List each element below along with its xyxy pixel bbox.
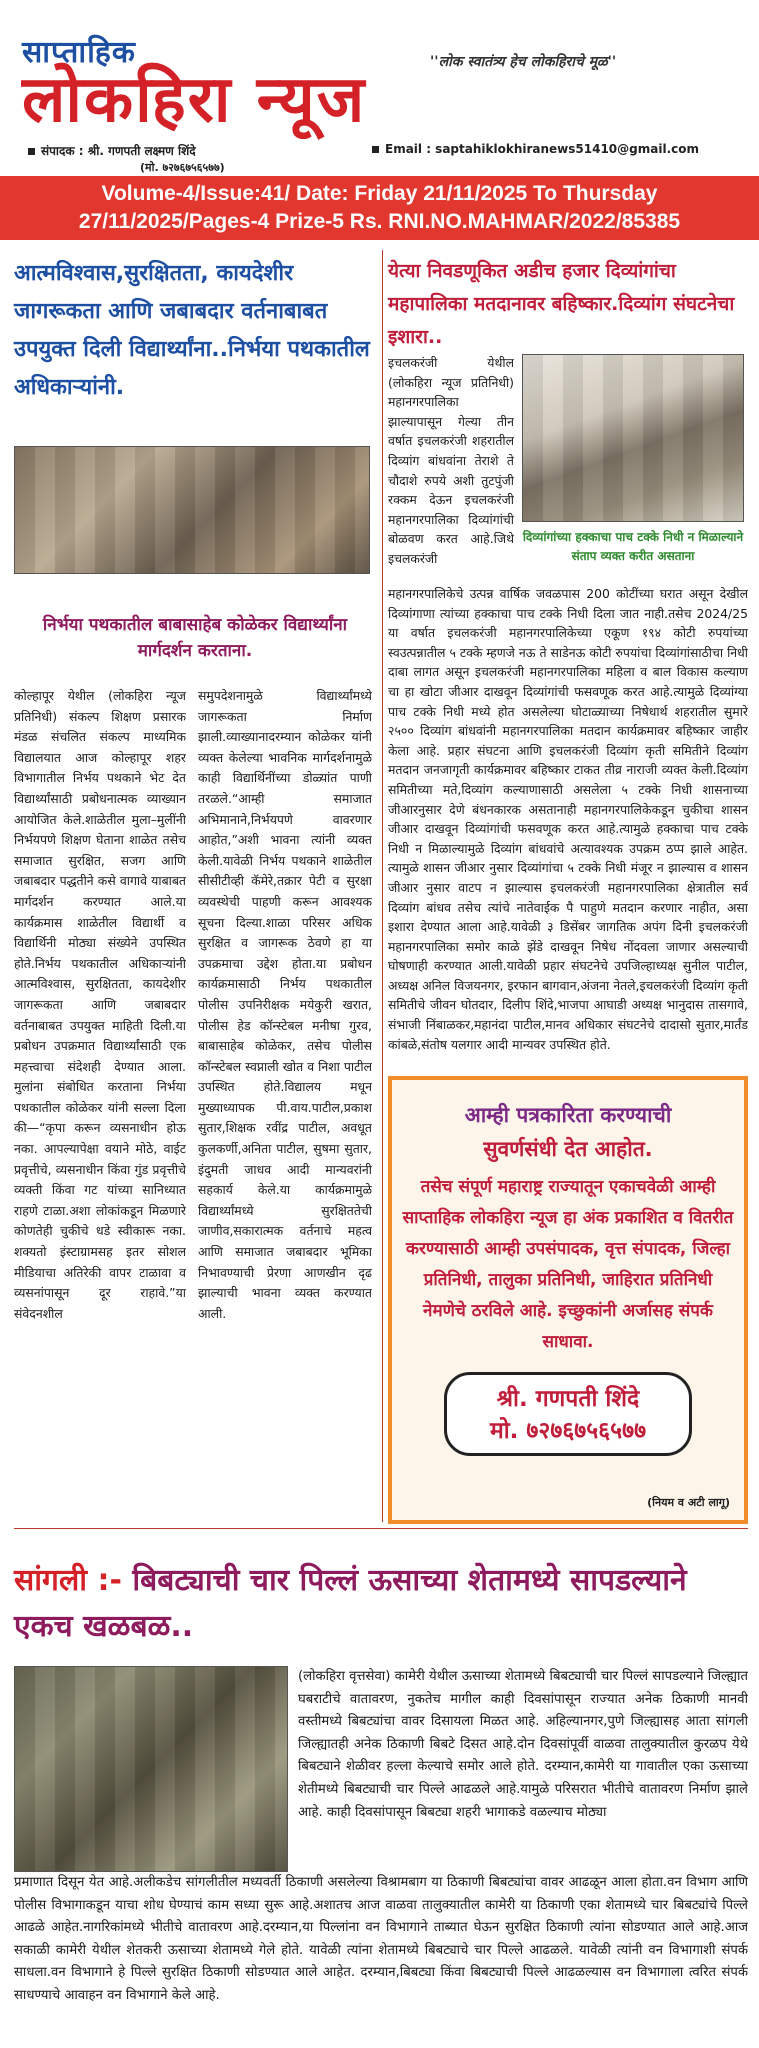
email-line <box>372 142 699 156</box>
right-article-intro: इचलकरंजी येथील (लोकहिरा न्यूज प्रतिनिधी) महानगरपालिका झाल्यापासून गेल्या तीन वर्षात इचलकरंजी शहरातील दिव्यांग बांधवांना तेराशे ते चौदाशे रुपये अशी तुटपुंजी रक्कम देऊन इचलकरंजी महानगरपालिका दिव्यांगांची बोळवण करत आहे.जिथे इचलकरंजी <box>388 355 514 566</box>
ad-contact-box <box>444 1372 692 1456</box>
bottom-article-headline <box>14 1558 748 1650</box>
right-article-photo-caption: दिव्यांगांच्या हक्काचा पाच टक्के निधी न मिळाल्याने संताप व्यक्त करीत असताना <box>522 530 744 563</box>
column-divider <box>382 250 383 1522</box>
ad-line-1: आम्ही पत्रकारिता करण्याची <box>464 1103 672 1127</box>
ad-contact-name: श्री. गणपती शिंदे <box>496 1386 640 1412</box>
recruitment-ad <box>388 1076 748 1524</box>
editor-phone: (मो. ७२७६७५६५७७) <box>140 161 225 174</box>
issue-banner-line2: 27/11/2025/Pages-4 Prize-5 Rs. RNI.NO.MAHMAR/2022/85385 <box>78 210 681 233</box>
left-article-column-2: समुपदेशनामुळे विद्यार्थ्यांमध्ये जागरूकता निर्माण झाली.व्याख्यानादरम्यान कोळेकर यांनी व्यक्त केलेल्या भावनिक मार्गदर्शनामुळे काही विद्यार्थिनींच्या डोळ्यांत पाणी तरळले.“आम्ही समाजात अभिमानाने,निर्भयपणे वावरणार आहोत,”अशी भावना त्यांनी व्यक्त केली.यावेळी निर्भय पथकाने शाळेतील सीसीटीव्ही कॅमेरे,तक्रार पेटी व सुरक्षा व्यवस्थेची पाहणी करून आवश्यक सूचना दिल्या.शाळा परिसर अधिक सुरक्षित व जागरूक ठेवणे हा या उपक्रमाचा उद्देश होता.या प्रबोधन कार्यक्रमासाठी निर्भय पथकातील पोलीस उपनिरीक्षक मयेकुरी खरात, पोलीस हेड कॉन्स्टेबल मनीषा गुरव, बाबासाहेब कोळेकर, तसेच पोलीस कॉन्स्टेबल स्वप्नाली खोत व निशा पाटील उपस्थित होते.विद्यालय मधून मुख्याध्यापक पी.वाय.पाटील,प्रकाश सुतार,शिक्षक रवींद्र पाटील, अवधूत कुलकर्णी,अनिता पाटील, सुषमा सुतार, इंदुमती जाधव आदी मान्यवरांनी सहकार्य केले.या कार्यक्रमामुळे विद्यार्थ्यांमध्ये सुरक्षिततेची जाणीव,सकारात्मक वर्तनाचे महत्व आणि समाजात जबाबदार भूमिका निभावण्याची प्रेरणा आणखीन दृढ झाल्याची भावना व्यक्त करण्यात आली. <box>198 688 372 1321</box>
bottom-article-text-full: प्रमाणात दिसून येत आहे.अलीकडेच सांगलीतील मध्यवर्ती ठिकाणी असलेल्या विश्रामबाग या ठिकाणी बिबट्यांचा वावर आढळून आला होता.वन विभाग आणि पोलीस विभागाकडून याचा शोध घेण्याचं काम सध्या सुरू आहे.अशातच आज वाळवा तालुक्यातील कामेरी या ठिकाणी एका शेतामध्ये चार बिबट्यांचे पिल्ले आढळे आहेत.नागरिकांमध्ये भीतीचे वातावरण आहे.दरम्यान,या पिल्लांना वन विभागाने ताब्यात घेऊन सुरक्षित ठिकाणी त्यांना सोडण्यात आले आहे.आज सकाळी कामेरी येथील शेतकरी ऊसाच्या शेतामध्ये गेले होते. यावेळी त्यांना शेतामध्ये बिबट्याचे चार पिल्ले आढळले. यावेळी त्यांनी वन विभागाशी संपर्क साधला.वन विभागाने हे पिल्ले सुरक्षित ठिकाणी सोडण्यात आले आहेत. दरम्यान,बिबट्या किंवा बिबट्याची पिल्ले आढळल्यास वन विभागाला त्वरित संपर्क साधण्याचे आवाहन वन विभागाने केले आहे. <box>14 1875 748 2003</box>
editor-name: संपादक : श्री. गणपती लक्ष्मण शिंदे <box>41 144 196 158</box>
bullet-icon <box>28 148 35 155</box>
email-address: Email : saptahiklokhiranews51410@gmail.com <box>385 142 699 156</box>
right-article-headline: येत्या निवडणूकित अडीच हजार दिव्यांगांचा महापालिका मतदानावर बहिष्कार.दिव्यांग संघटनेचा इशारा.. <box>388 260 735 348</box>
issue-banner-line1: Volume-4/Issue:41/ Date: Friday 21/11/2025 To Thursday <box>101 182 658 205</box>
right-article-photo <box>522 354 744 522</box>
bottom-article-text-side: (लोकहिरा वृत्तसेवा) कामेरी येथील ऊसाच्या शेतामध्ये बिबट्याची चार पिल्लं सापडल्याने जिल्ह्यात घबराटीचे वातावरण, नुकतेच मागील काही दिवसांपासून राज्यात अनेक ठिकाणी मानवी वस्तीमध्ये बिबट्यांचा वावर दिसायला मिळत आहे. अहिल्यानगर,पुणे जिल्ह्यासह आता सांगली जिल्ह्यातही अनेक ठिकाणी बिबटे दिसत आहे.दोन दिवसांपूर्वी वाळवा तालुक्यातील कुरळप येथे बिबट्याने शेळीवर हल्ला केल्याचे समोर आले होते. दरम्यान,कामेरी या गावातील एका ऊसाच्या शेतीमध्ये बिबट्याची चार पिल्ले आढळले आहे.यामुळे परिसरात भीतीचे वातावरण निर्माण झाले आहे. काही दिवसांपासून बिबट्या शहरी भागाकडे वळल्याच मोठ्या <box>298 1669 748 1820</box>
masthead-slogan: ''लोक स्वातंत्र्य हेच लोकहिराचे मूळ'' <box>430 54 617 70</box>
bottom-article-title: बिबट्याची चार पिल्लं ऊसाच्या शेतामध्ये सापडल्याने एकच खळबळ.. <box>14 1563 687 1644</box>
bottom-article-place: सांगली :- <box>14 1563 122 1598</box>
ad-contact-mobile: मो. ७२७६७५६५७७ <box>489 1418 647 1444</box>
editor-line <box>28 142 196 159</box>
section-divider <box>14 1528 748 1529</box>
masthead-weekly: साप्ताहिक <box>22 35 136 70</box>
ad-terms-note: (नियम व अटी लागू) <box>647 1496 730 1509</box>
left-article-caption: निर्भया पथकातील बाबासाहेब कोळेकर विद्यार्थ्यांना मार्गदर्शन करताना. <box>42 615 348 661</box>
right-article-body: महानगरपालिकेचे उत्पन्न वार्षिक जवळपास 200 कोटींच्या घरात असून देखील दिव्यांगाणा त्यांच्या हक्काचा पाच टक्के निधी दिला जात नाही.तसेच 2024/25 या वर्षात इचलकरंजी महानगरपालिकेच्या एकूण १९४ कोटी रुपयांच्या स्वउत्पन्नातील ५ टक्के म्हणजे नऊ ते साडेनऊ कोटी रुपयांचा दिव्यांगांसाठीचा निधी दाबा लागत असून इचलकरंजी महानगरपालिका महिला व बाल विकास कल्याण चा हा खोटा जीआर दाखवून दिव्यांगांची फसवणूक करत आहे.त्यामुळे दिव्यांग्या पाच टक्के निधी मध्ये होत असलेल्या घोटाळ्याच्या निषेधार्थ शहरातील सुमारे २५०० दिव्यांग बांधवांनी महानगरपालिका मतदान कार्यक्रमावर बहिष्कार जाहीर केला आहे. प्रहार संघटना आणि इचलकरंजी दिव्यांग कृती समितीने दिव्यांग मतदान जनजागृती कार्यक्रमावर बहिष्कार टाकत तीव्र नाराजी व्यक्त केली.दिव्यांग समितीच्या मते,दिव्यांग कल्याणासाठी असलेला ५ टक्के निधी शासनाच्या जीआरनुसार देणे बंधनकारक असतानाही महानगरपालिकेकडून चुकीचा शासन जीआर दाखवून दिव्यांगांची फसवणूक करत आहे.त्यामुळे हक्काचा पाच टक्के निधी न मिळाल्यामुळे दिव्यांग बांधवांचे अत्यावश्यक उपक्रम ठप्प झाले आहेत. त्यामुळे शासन जीआर नुसार दिव्यांगांचा ५ टक्के निधी मंजूर न झाल्यास व शासन जीआर नुसार वाटप न झाल्यास इचलकरंजी महानगरपालिका क्षेत्रातील सर्व दिव्यांग बांधव तसेच त्यांचे नातेवाईक पै पाहुणे मतदान करणार नाहीत, असा इशारा देण्यात आला आहे.यावेळी ३ डिसेंबर जागतिक अपंग दिनी इचलकरंजी महानगरपालिका समोर काळे झेंडे दाखवून निषेध नोंदवला जाणार असल्याची घोषणाही करण्यात आली.यावेळी प्रहार संघटनेचे उपजिल्हाध्यक्ष सुनील पाटील, अध्यक्ष अनिल विजयनगर, इरफान बागवान,अंजना नेतले,इचलकरंजी दिव्यांग कृती समितीचे जीवन घोतदार, दिलीप शिंदे,भाजपा आघाडी अध्यक्ष भानुदास तासगावे, संभाजी निंबाळकर,महानंदा पाटील,मानव अधिकार संघटनेचे दादासो सुतार,मार्तंड कांबळे,संतोष यलगार आदी मान्यवर उपस्थित होते. <box>388 586 748 1052</box>
ad-line-2: सुवर्णसंधी देत आहोत. <box>483 1137 653 1161</box>
left-article-photo <box>14 446 370 574</box>
left-article-column-1: कोल्हापूर येथील (लोकहिरा न्यूज प्रतिनिधी) संकल्प शिक्षण प्रसारक मंडळ संचलित संकल्प माध्यमिक विद्यालयात आज कोल्हापूर शहर विभागातील निर्भय पथकाने भेट देत विद्यार्थ्यांसाठी प्रबोधनात्मक व्याख्यान आयोजित केले.शाळेतील मुला–मुलींनी निर्भयपणे शिक्षण घेताना शाळेत तसेच समाजात सुरक्षित, सजग आणि जबाबदार पद्धतीने कसे वागावे याबाबत मार्गदर्शन करण्यात आले.या कार्यक्रमास शाळेतील विद्यार्थी व विद्यार्थिनी मोठ्या संख्येने उपस्थित होते.निर्भय पथकातील अधिकाऱ्यांनी आत्मविश्वास, सुरक्षितता, कायदेशीर जागरूकता आणि जबाबदार वर्तनाबाबत उपयुक्त माहिती दिली.या प्रबोधन उपक्रमात विद्यार्थ्यांसाठी एक महत्त्वाचा संदेशही देण्यात आला. मुलांना संबोधित करताना निर्भया पथकातील कोळेकर यांनी सल्ला दिला की—“कृपा करून व्यसनाधीन होऊ नका. आपल्यापेक्षा वयाने मोठे, वाईट प्रवृत्तीचे, व्यसनाधीन किंवा गुंड प्रवृत्तीचे व्यक्ती किंवा गट यांच्या सानिध्यात राहणे टाळा.अशा लोकांकडून मिळणारे कोणतेही चुकीचे धडे स्वीकारू नका. शक्यतो इंस्टाग्रामसह इतर सोशल मीडियाचा अतिरेकी वापर टाळावा व व्यसनांपासून दूर राहावे.”या संवेदनशील <box>14 688 186 1321</box>
bottom-article-photo <box>14 1666 288 1872</box>
issue-banner <box>0 176 759 240</box>
bullet-icon <box>372 146 379 153</box>
masthead <box>0 0 759 175</box>
newspaper-title: लोकहिरा न्यूज <box>22 62 367 137</box>
left-article-headline: आत्मविश्वास,सुरक्षितता, कायदेशीर जागरूकता आणि जबाबदार वर्तनाबाबत उपयुक्त दिली विद्यार्थ्यांना..निर्भया पथकातील अधिकाऱ्यांनी. <box>14 261 370 400</box>
ad-body: तसेच संपूर्ण महाराष्ट्र राज्यातून एकाचवेळी आम्ही साप्ताहिक लोकहिरा न्यूज हा अंक प्रकाशित व वितरीत करण्यासाठी आम्ही उपसंपादक, वृत्त संपादक, जिल्हा प्रतिनिधी, तालुका प्रतिनिधी, जाहिरात प्रतिनिधी नेमणेचे ठरविले आहे. इच्छुकांनी अर्जासह संपर्क साधावा. <box>402 1177 734 1352</box>
